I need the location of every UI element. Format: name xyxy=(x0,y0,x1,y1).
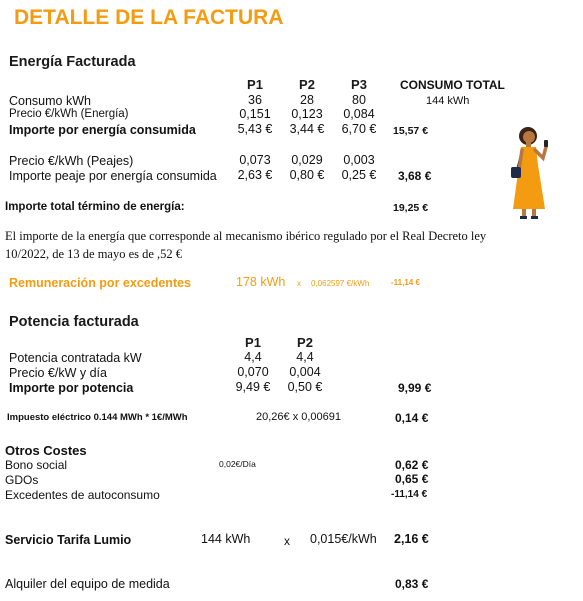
servicio-x: x xyxy=(284,534,290,548)
excedentes-precio: 0,062597 €/kWh xyxy=(311,279,370,288)
precio-energia-p3: 0,084 xyxy=(343,107,375,121)
potencia-precio-label: Precio €/kW y día xyxy=(9,366,107,380)
impuesto-label: Impuesto eléctrico 0.144 MWh * 1€/MWh xyxy=(7,412,188,423)
servicio-total: 2,16 € xyxy=(394,532,429,546)
importe-energia-p3: 6,70 € xyxy=(341,122,377,136)
alquiler-total: 0,83 € xyxy=(395,577,429,591)
bono-total: 0,62 € xyxy=(395,458,429,472)
consumo-p1: 36 xyxy=(248,93,262,107)
alquiler-label: Alquiler del equipo de medida xyxy=(5,577,170,591)
iberico-text-line1: El importe de la energía que corresponde al mecanismo ibérico regulado por el Real Decreto ley xyxy=(5,229,487,243)
col-p1: P1 xyxy=(247,77,263,92)
otros-heading: Otros Costes xyxy=(5,443,87,458)
potencia-importe-label: Importe por potencia xyxy=(9,381,134,395)
importe-peaje-label: Importe peaje por energía consumida xyxy=(9,169,217,183)
potencia-precio-p1: 0,070 xyxy=(237,365,269,379)
precio-energia-p2: 0,123 xyxy=(291,107,323,121)
woman-with-phone-icon xyxy=(505,125,555,220)
potencia-importe-p1: 9,49 € xyxy=(235,380,271,394)
col-consumo-total: CONSUMO TOTAL xyxy=(400,78,505,92)
importe-energia-p1: 5,43 € xyxy=(237,122,273,136)
precio-peaje-p2: 0,029 xyxy=(291,153,323,167)
precio-peaje-p3: 0,003 xyxy=(343,153,375,167)
potencia-contratada-label: Potencia contratada kW xyxy=(9,351,142,365)
importe-energia-total: 15,57 € xyxy=(393,125,429,137)
servicio-precio: 0,015€/kWh xyxy=(310,532,377,546)
col-p3: P3 xyxy=(351,77,367,92)
bono-label: Bono social xyxy=(5,458,68,472)
impuesto-total: 0,14 € xyxy=(395,411,429,425)
total-termino-label: Importe total término de energía: xyxy=(5,201,185,213)
importe-energia-label: Importe por energía consumida xyxy=(9,123,196,137)
consumo-label: Consumo kWh xyxy=(9,94,91,108)
energia-heading: Energía Facturada xyxy=(9,54,136,70)
consumo-total: 144 kWh xyxy=(426,95,470,107)
potencia-contratada-p2: 4,4 xyxy=(296,350,314,364)
precio-energia-label: Precio €/kWh (Energía) xyxy=(9,108,129,120)
potencia-importe-p2: 0,50 € xyxy=(287,380,323,394)
excedentes-x: x xyxy=(297,279,301,288)
servicio-label: Servicio Tarifa Lumio xyxy=(5,533,132,547)
potencia-importe-total: 9,99 € xyxy=(398,381,432,395)
impuesto-calc: 20,26€ x 0,00691 xyxy=(256,411,342,423)
importe-peaje-p3: 0,25 € xyxy=(341,168,377,182)
importe-peaje-p2: 0,80 € xyxy=(289,168,325,182)
precio-peaje-label: Precio €/kWh (Peajes) xyxy=(9,154,134,168)
importe-peaje-total: 3,68 € xyxy=(398,169,432,183)
iberico-text-line2: 10/2022, de 13 de mayo es de ,52 € xyxy=(5,247,183,261)
excedentes-autoconsumo-label: Excedentes de autoconsumo xyxy=(5,488,160,502)
gdos-total: 0,65 € xyxy=(395,472,429,486)
consumo-p3: 80 xyxy=(352,93,366,107)
precio-energia-p1: 0,151 xyxy=(239,107,271,121)
potencia-heading: Potencia facturada xyxy=(9,314,139,330)
importe-energia-p2: 3,44 € xyxy=(289,122,325,136)
excedentes-total: -11,14 € xyxy=(391,278,420,287)
precio-peaje-p1: 0,073 xyxy=(239,153,271,167)
excedentes-label: Remuneración por excedentes xyxy=(9,276,192,290)
total-termino-value: 19,25 € xyxy=(393,202,429,214)
excedentes-autoconsumo-total: -11,14 € xyxy=(391,489,428,500)
col-p2: P2 xyxy=(299,77,315,92)
potencia-col-p1: P1 xyxy=(245,335,261,350)
importe-peaje-p1: 2,63 € xyxy=(237,168,273,182)
excedentes-kwh: 178 kWh xyxy=(236,275,286,289)
gdos-label: GDOs xyxy=(5,473,39,487)
page-title: DETALLE DE LA FACTURA xyxy=(14,6,284,29)
potencia-contratada-p1: 4,4 xyxy=(244,350,262,364)
potencia-col-p2: P2 xyxy=(297,335,313,350)
servicio-kwh: 144 kWh xyxy=(201,532,251,546)
consumo-p2: 28 xyxy=(300,93,314,107)
potencia-precio-p2: 0,004 xyxy=(289,365,321,379)
bono-rate: 0,02€/Día xyxy=(219,459,256,469)
